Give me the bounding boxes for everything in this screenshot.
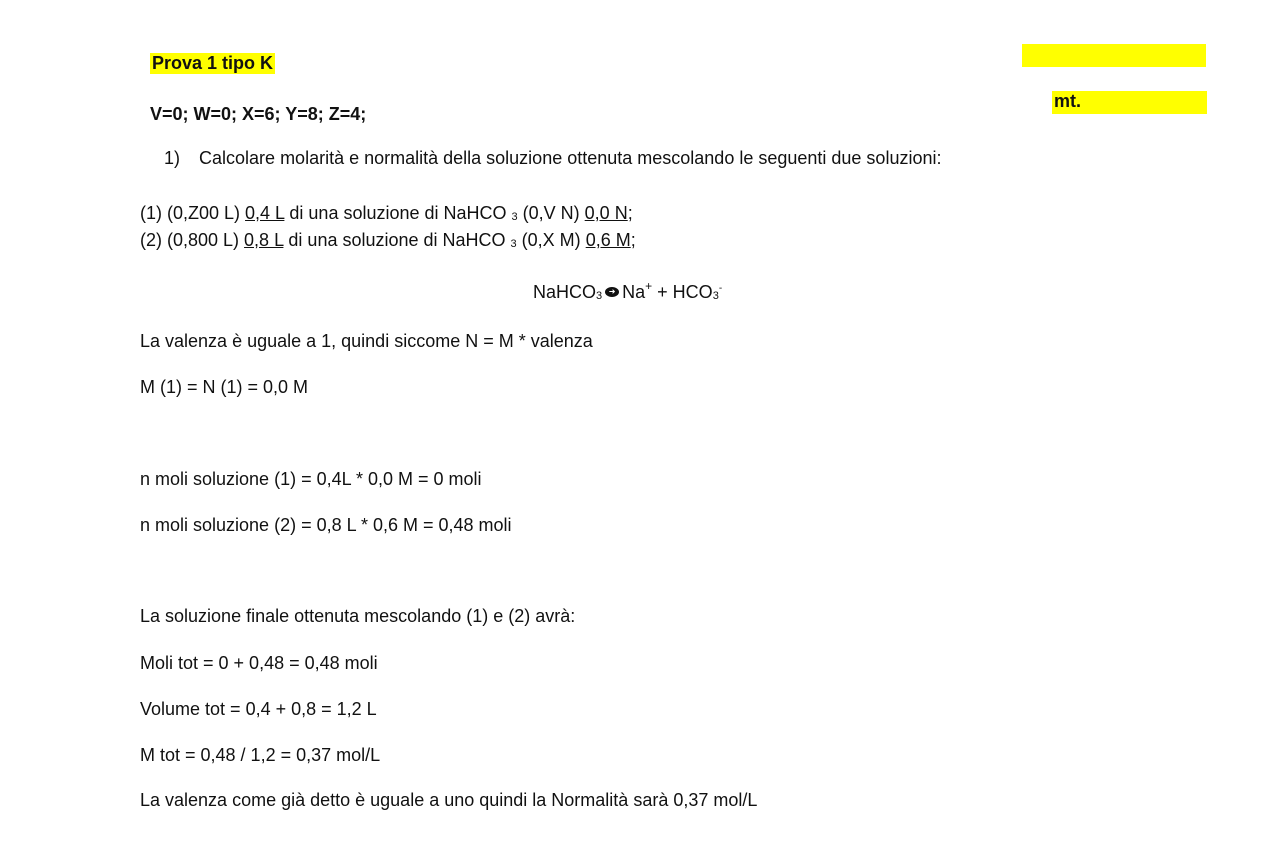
question-1 bbox=[164, 148, 941, 169]
total-molarity-line: M tot = 0,48 / 1,2 = 0,37 mol/L bbox=[140, 745, 381, 765]
reaction-equation bbox=[533, 279, 723, 303]
solution-2-line bbox=[140, 230, 636, 251]
ion-bicarbonate-charge: - bbox=[718, 283, 723, 294]
valenza-line: La valenza è uguale a 1, quindi siccome N = M * valenza bbox=[140, 331, 593, 351]
ion-bicarbonate: + HCO bbox=[652, 282, 713, 302]
mt-label: mt. bbox=[1052, 91, 1207, 114]
sol1-paren: (0,V N) bbox=[517, 203, 585, 223]
ion-sodium: Na bbox=[622, 282, 646, 302]
molarity-1-line: M (1) = N (1) = 0,0 M bbox=[140, 377, 309, 397]
sol1-end: ; bbox=[627, 203, 633, 223]
sol1-concentration: 0,0 N bbox=[584, 203, 628, 223]
sol1-prefix: (1) (0,Z00 L) bbox=[140, 203, 246, 223]
question-number: 1) bbox=[164, 148, 181, 168]
sol2-paren: (0,X M) bbox=[516, 230, 586, 250]
sol2-prefix: (2) (0,800 L) bbox=[140, 230, 245, 250]
arrow-icon: ➜ bbox=[605, 287, 619, 297]
sol1-mid: di una soluzione di NaHCO bbox=[284, 203, 512, 223]
variables-line: V=0; W=0; X=6; Y=8; Z=4; bbox=[150, 104, 367, 124]
conclusion-line: La valenza come già detto è uguale a uno quindi la Normalità sarà 0,37 mol/L bbox=[140, 790, 758, 810]
reactant-sub: 3 bbox=[596, 290, 603, 302]
solution-1-line bbox=[140, 203, 633, 224]
total-volume-line: Volume tot = 0,4 + 0,8 = 1,2 L bbox=[140, 699, 377, 719]
sol2-volume: 0,8 L bbox=[244, 230, 284, 250]
sol2-end: ; bbox=[630, 230, 636, 250]
question-text: Calcolare molarità e normalità della soluzione ottenuta mescolando le seguenti due soluzioni: bbox=[199, 148, 942, 168]
sol2-mid: di una soluzione di NaHCO bbox=[283, 230, 511, 250]
moles-2-line: n moli soluzione (2) = 0,8 L * 0,6 M = 0,48 moli bbox=[140, 515, 512, 535]
ion-sodium-charge: + bbox=[645, 279, 653, 293]
sol2-sub: 3 bbox=[510, 238, 517, 250]
exam-title: Prova 1 tipo K bbox=[152, 53, 274, 73]
ion-bicarbonate-sub: 3 bbox=[712, 290, 719, 302]
sol1-volume: 0,4 L bbox=[245, 203, 285, 223]
sol1-sub: 3 bbox=[511, 211, 518, 223]
reactant: NaHCO bbox=[533, 282, 597, 302]
final-solution-line: La soluzione finale ottenuta mescolando (1) e (2) avrà: bbox=[140, 606, 576, 626]
moles-1-line: n moli soluzione (1) = 0,4L * 0,0 M = 0 moli bbox=[140, 469, 482, 489]
sol2-concentration: 0,6 M bbox=[585, 230, 631, 250]
name-field-highlight bbox=[1022, 44, 1206, 67]
total-moles-line: Moli tot = 0 + 0,48 = 0,48 moli bbox=[140, 653, 378, 673]
